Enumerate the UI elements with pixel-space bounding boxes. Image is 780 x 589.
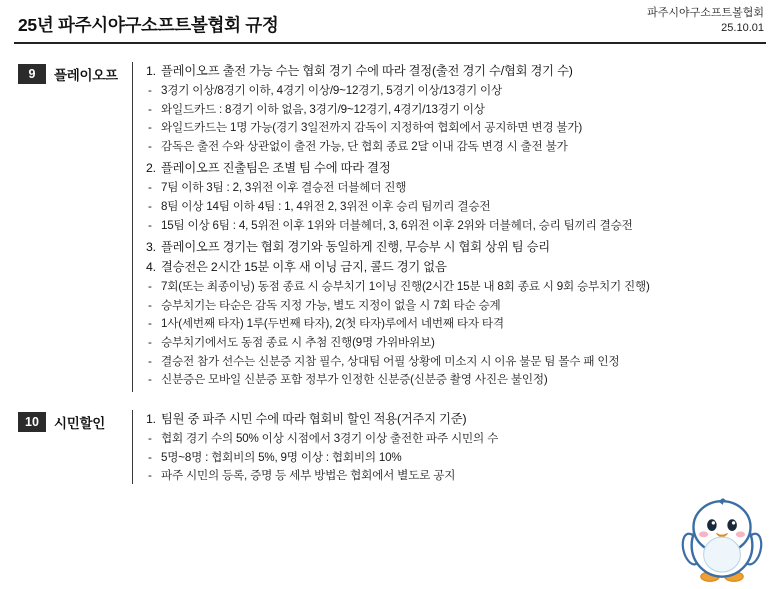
dash-marker: - [148,199,152,213]
page-header [0,0,780,46]
sub-item-text: 파주 시민의 등록, 증명 등 세부 방법은 협회에서 별도로 공지 [161,469,456,483]
section-vertical-divider [132,62,133,392]
sub-item-text: 결승전 참가 선수는 신분증 지참 필수, 상대팀 어필 상황에 미소지 시 이유 불문 팀 몰수 패 인정 [161,354,620,368]
list-item [146,258,766,390]
section-vertical-divider [132,410,133,484]
sub-item [146,467,766,486]
page-title: 25년 파주시야구소프트볼협회 규정 [18,15,279,35]
item-number: 1. [146,64,156,78]
sub-item-text: 7팀 이하 3팀 : 2, 3위전 이후 결승전 더블헤더 진행 [161,181,407,195]
list-item [146,62,766,156]
item-list [146,410,766,486]
dash-marker: - [148,181,152,195]
item-heading [146,410,766,429]
sub-item [146,315,766,334]
sub-item-text: 3경기 이상/8경기 이하, 4경기 이상/9~12경기, 5경기 이상/13경기 이상 [161,84,503,97]
dash-marker: - [148,373,152,387]
section-content [146,62,766,393]
item-list [146,62,766,390]
sub-list [146,82,766,156]
section-title: 플레이오프 [54,68,118,83]
sub-item [146,217,766,236]
dash-marker: - [148,280,152,294]
item-heading [146,238,766,257]
item-text: 팀원 중 파주 시민 수에 따라 협회비 할인 적용(거주지 기준) [161,412,467,426]
item-number: 3. [146,240,156,255]
dash-marker: - [148,335,152,349]
header-date: 25.10.01 [721,22,764,34]
item-heading [146,159,766,178]
sub-list [146,430,766,486]
sub-item [146,138,766,157]
penguin-mascot-icon [676,492,768,584]
sub-item [146,119,766,138]
header-meta [647,6,764,36]
list-item [146,410,766,486]
dash-marker: - [148,139,152,153]
sub-item [146,334,766,353]
sub-item [146,371,766,390]
sub-item-text: 1사(세번째 타자) 1루(두번째 타자), 2(첫 타자)루에서 네번째 타자 타격 [161,317,504,331]
sub-item [146,430,766,449]
sub-item-text: 감독은 출전 수와 상관없이 출전 가능, 단 협회 종료 2달 이내 감독 변경 시 출전 불가 [161,139,568,153]
sub-list [146,278,766,390]
header-org: 파주시야구소프트볼협회 [647,7,764,19]
item-heading [146,62,766,81]
item-text: 결승전은 2시간 15분 이후 새 이닝 금지, 콜드 경기 없음 [161,260,447,275]
sub-item-text: 협회 경기 수의 50% 이상 시점에서 3경기 이상 출전한 파주 시민의 수 [161,432,499,445]
dash-marker: - [148,218,152,232]
sub-item-text: 승부치기는 타순은 감독 지정 가능, 별도 지정이 없을 시 7회 타순 승계 [161,298,501,312]
section-title: 시민할인 [54,416,105,431]
sub-item-text: 승부치기에서도 동점 종료 시 추첨 진행(9명 가위바위보) [161,335,435,349]
dash-marker: - [148,432,152,445]
item-number: 4. [146,260,156,275]
list-item [146,238,766,257]
sub-item-text: 5명~8명 : 협회비의 5%, 9명 이상 : 협회비의 10% [161,450,402,464]
dash-marker: - [148,84,152,97]
sub-item [146,353,766,372]
dash-marker: - [148,317,152,331]
list-item [146,159,766,235]
sub-item-text: 8팀 이상 14팀 이하 4팀 : 1, 4위전 2, 3위전 이후 승리 팀끼리 결승전 [161,199,491,213]
sub-item-text: 와일드카드는 1명 가능(경기 3일전까지 감독이 지정하여 협회에서 공지하면 변경 불가) [161,121,582,135]
header-divider [14,42,766,44]
section-content [146,410,766,489]
sub-item-text: 7회(또는 최종이닝) 동점 종료 시 승부치기 1이닝 진행(2시간 15분 내 8회 종료 시 9회 승부치기 진행) [161,280,650,294]
item-number: 1. [146,412,156,426]
sub-item [146,449,766,468]
dash-marker: - [148,298,152,312]
sub-item [146,101,766,120]
dash-marker: - [148,354,152,368]
item-text: 플레이오프 경기는 협회 경기와 동일하게 진행, 무승부 시 협회 상위 팀 승리 [161,240,550,255]
item-number: 2. [146,161,156,176]
dash-marker: - [148,102,152,116]
dash-marker: - [148,450,152,464]
sub-item [146,198,766,217]
section-number-badge: 10 [18,412,46,432]
dash-marker: - [148,469,152,483]
item-heading [146,258,766,277]
sub-item [146,82,766,101]
sub-item-text: 신분증은 모바일 신분증 포함 정부가 인정한 신분증(신분증 촬영 사진은 불인정) [161,373,548,387]
sub-item [146,179,766,198]
section-number-badge: 9 [18,64,46,84]
item-text: 플레이오프 출전 가능 수는 협회 경기 수에 따라 결정(출전 경기 수/협회 경기 수) [161,64,573,78]
item-text: 플레이오프 진출팀은 조별 팀 수에 따라 결정 [161,161,391,176]
sub-item [146,278,766,297]
sub-item-text: 와일드카드 : 8경기 이하 없음, 3경기/9~12경기, 4경기/13경기 이상 [161,102,485,116]
dash-marker: - [148,121,152,135]
sub-list [146,179,766,235]
sub-item [146,297,766,316]
sub-item-text: 15팀 이상 6팀 : 4, 5위전 이후 1위와 더블헤더, 3, 6위전 이후 2위와 더블헤더, 승리 팀끼리 결승전 [161,218,633,232]
